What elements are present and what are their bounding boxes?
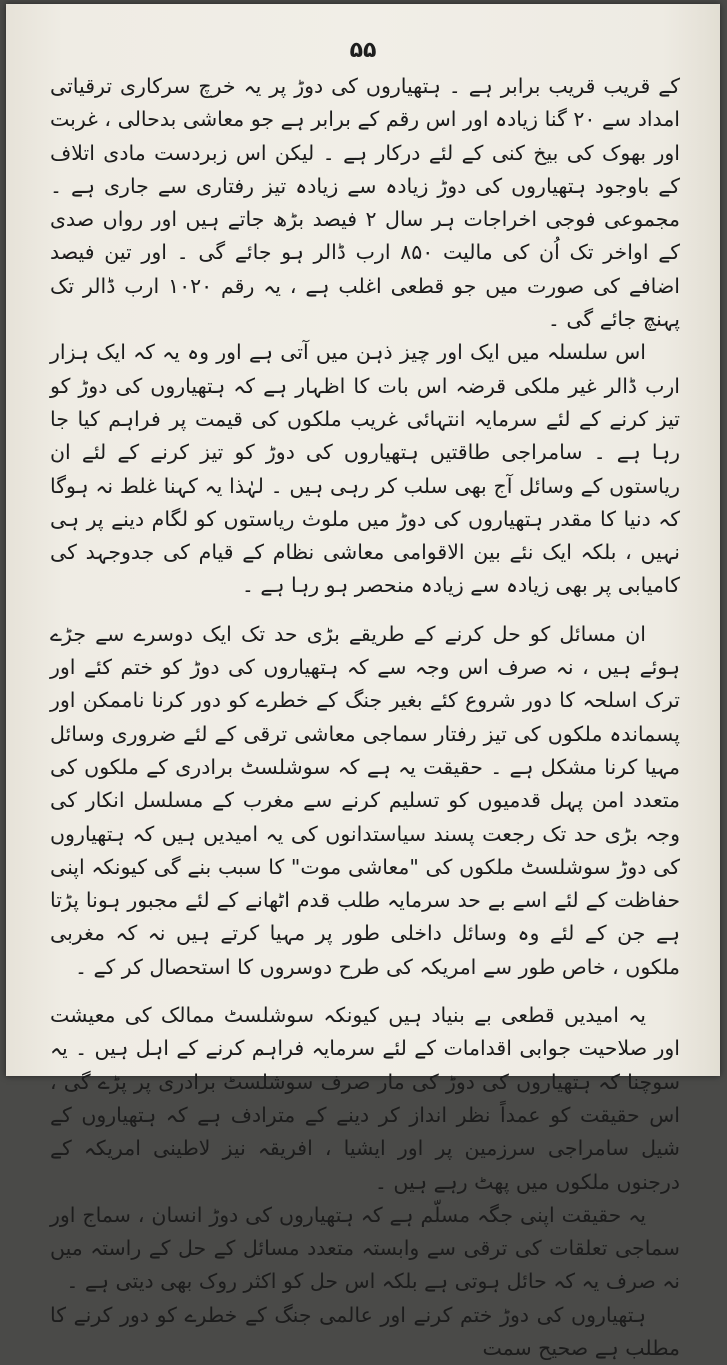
paragraph-1: کے قریب قریب برابر ہے ۔ ہتھیاروں کی دوڑ پر یہ خرچ سرکاری ترقیاتی امداد سے ۲۰ گنا زیادہ اور اس رقم کے برابر ہے جو معاشی بدحالی ، غربت اور بھوک کی بیخ کنی کے لئے درکار ہے ۔ لیکن اس زبردست مادی اتلاف کے باوجود ہتھیاروں کی دوڑ زیادہ سے زیادہ تیز رفتاری سے جاری ہے ۔ مجموعی فوجی اخراجات ہر سال ۲ فیصد بڑھ جاتے ہیں اور رواں صدی کے اواخر تک اُن کی مالیت ۸۵۰ ارب ڈالر ہو جائے گی ۔ اور تین فیصد اضافے کی صورت میں جو قطعی اغلب ہے ، یہ رقم ۱۰۲۰ ارب ڈالر تک پہنچ جائے گی ۔: [50, 74, 680, 332]
paragraph-4: یہ امیدیں قطعی بے بنیاد ہیں کیونکہ سوشلسٹ ممالک کی معیشت اور صلاحیت جوابی اقدامات کے لئے سرمایہ فراہم کرنے کے اہل ہیں ۔ یہ سوچنا کہ ہتھیاروں کی دوڑ کی مار صرف سوشلسٹ برادری پر پڑے گی ، اس حقیقت کو عمداً نظر انداز کر دینے کے مترادف ہے کہ ہتھیاروں کے شیل سامراجی سرزمین پر اور ایشیا ، افریقہ نیز لاطینی امریکہ کے درجنوں ملکوں میں پھٹ رہے ہیں ۔: [50, 1003, 680, 1194]
paragraph-5: یہ حقیقت اپنی جگہ مسلّم ہے کہ ہتھیاروں کی دوڑ انسان ، سماج اور سماجی تعلقات کی ترقی سے وابستہ متعدد مسائل کے حل کے راستہ میں نہ صرف یہ کہ حائل ہوتی ہے بلکہ اس حل کو اکثر روک بھی دیتی ہے ۔: [50, 1202, 680, 1294]
paragraph-2: اس سلسلہ میں ایک اور چیز ذہن میں آتی ہے اور وہ یہ کہ ایک ہزار ارب ڈالر غیر ملکی قرضہ اس بات کا اظہار ہے کہ ہتھیاروں کی دوڑ کو تیز کرنے کے لئے سرمایہ انتہائی غریب ملکوں کی قیمت پر فراہم کیا جا رہا ہے ۔ سامراجی طاقتیں ہتھیاروں کی دوڑ کو تیز کرنے کے لئے ان ریاستوں کے وسائل آج بھی سلب کر رہی ہیں ۔ لہٰذا یہ کہنا غلط نہ ہوگا کہ دنیا کا مقدر ہتھیاروں کی دوڑ میں ملوث ریاستوں کو لگام دینے پر ہی نہیں ، بلکہ ایک نئے بین الاقوامی معاشی نظام کے قیام کی جدوجہد کی کامیابی پر بھی زیادہ سے زیادہ منحصر ہو رہا ہے ۔: [50, 340, 680, 598]
book-page: [6, 4, 720, 1360]
paragraph-6: ہتھیاروں کی دوڑ ختم کرنے اور عالمی جنگ کے خطرے کو دور کرنے کا مطلب ہے صحیح سمت: [50, 1302, 680, 1360]
paragraph-3: ان مسائل کو حل کرنے کے طریقے بڑی حد تک ایک دوسرے سے جڑے ہوئے ہیں ، نہ صرف اس وجہ سے کہ ہتھیاروں کی دوڑ کو ختم کئے اور ترک اسلحہ کا دور شروع کئے بغیر جنگ کے خطرے کو دور کرنا ناممکن اور پسماندہ ملکوں کی تیز رفتار سماجی معاشی ترقی کے لئے ضروری وسائل مہیا کرنا مشکل ہے ۔ حقیقت یہ ہے کہ سوشلسٹ برادری کے ملکوں کی متعدد امن پہل قدمیوں کو تسلیم کرنے سے مغرب کے مسلسل انکار کی وجہ بڑی حد تک رجعت پسند سیاستدانوں کی یہ امیدیں ہیں کہ ہتھیاروں کی دوڑ سوشلسٹ ملکوں کی "معاشی موت" کا سبب بنے گی کیونکہ اپنی حفاظت کے لئے اسے بے حد سرمایہ طلب قدم اٹھانے کے لئے مجبور ہونا پڑتا ہے جن کے لئے وہ وسائل داخلی طور پر مہیا کرتے ہیں نہ کہ مغربی ملکوں ، خاص طور سے امریکہ کی طرح دوسروں کا استحصال کر کے ۔: [50, 621, 680, 979]
page-number: ۵۵: [349, 38, 377, 63]
page-body: [50, 70, 680, 1365]
